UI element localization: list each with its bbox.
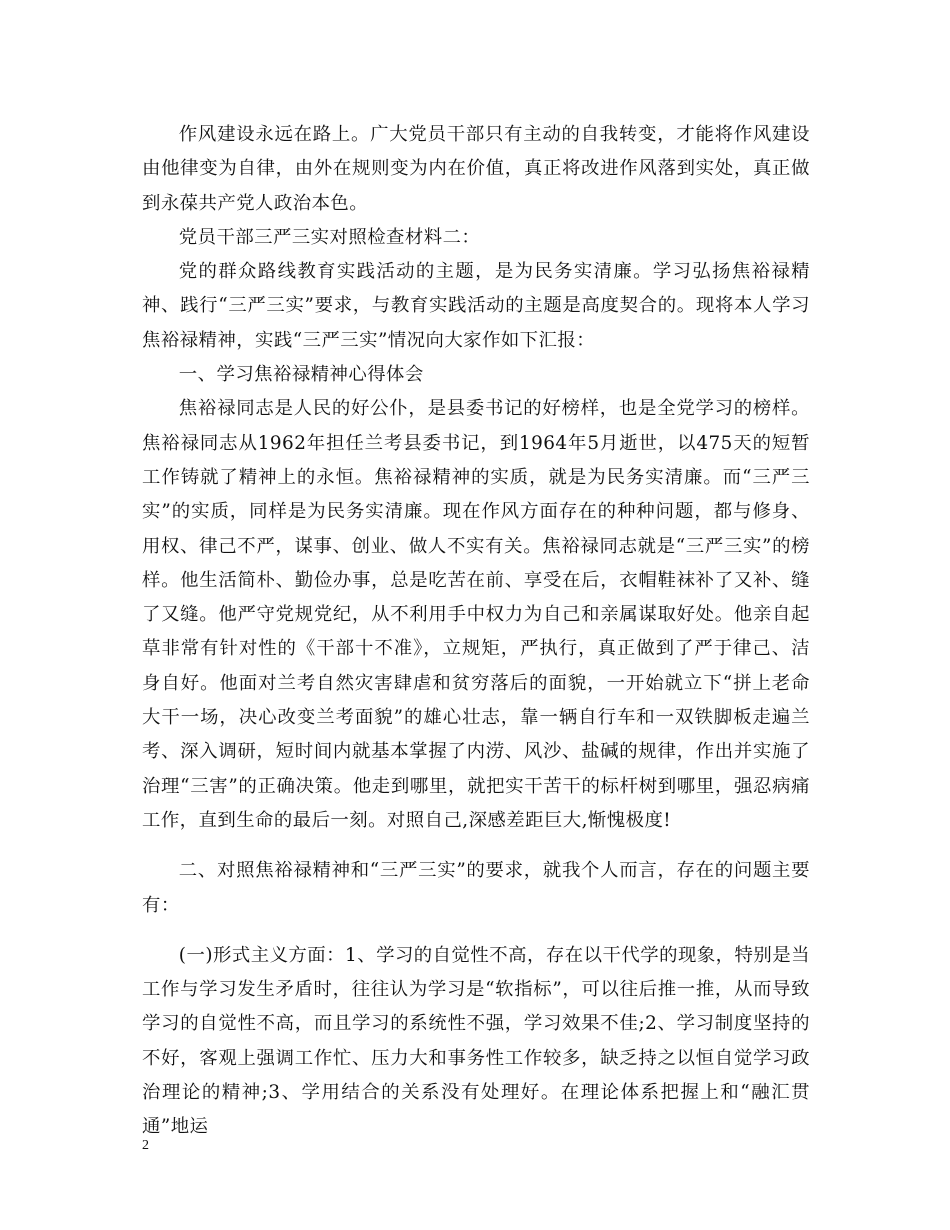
paragraph-5: 焦裕禄同志是人民的好公仆，是县委书记的好榜样，也是全党学习的榜样。焦裕禄同志从1962年担任兰考县委书记，到1964年5月逝世，以475天的短暂工作铸就了精神上的永恒。焦裕禄精神的实质，就是为民务实清廉。而“三严三实”的实质，同样是为民务实清廉。现在作风方面存在的种种问题，都与修身、用权、律己不严，谋事、创业、做人不实有关。焦裕禄同志就是“三严三实”的榜样。他生活简朴、勤俭办事，总是吃苦在前、享受在后，衣帽鞋袜补了又补、缝了又缝。他严守党规党纪，从不利用手中权力为自己和亲属谋取好处。他亲自起草非常有针对性的《干部十不准》，立规矩，严执行，真正做到了严于律己、洁身自好。他面对兰考自然灾害肆虐和贫穷落后的面貌，一开始就立下“拼上老命大干一场，决心改变兰考面貌”的雄心壮志，靠一辆自行车和一双铁脚板走遍兰考、深入调研，短时间内就基本掌握了内涝、风沙、盐碱的规律，作出并实施了治理“三害”的正确决策。他走到哪里，就把实干苦干的标杆树到哪里，强忍病痛工作，直到生命的最后一刻。对照自己,深感差距巨大,惭愧极度! [142, 398, 810, 831]
paragraph-6: 二、对照焦裕禄精神和“三严三实”的要求，就我个人而言，存在的问题主要有： [142, 860, 810, 916]
paragraph-3: 党的群众路线教育实践活动的主题，是为民务实清廉。学习弘扬焦裕禄精神、践行“三严三实”要求，与教育实践活动的主题是高度契合的。现将本人学习焦裕禄精神，实践“三严三实”情况向大家作如下汇报： [142, 261, 810, 351]
document-body [142, 118, 810, 1145]
page-number: 2 [142, 1138, 149, 1153]
paragraph-7: (一)形式主义方面：1、学习的自觉性不高，存在以干代学的现象，特别是当工作与学习发生矛盾时，往往认为学习是“软指标”，可以往后推一推，从而导致学习的自觉性不高，而且学习的系统性不强，学习效果不佳;2、学习制度坚持的不好，客观上强调工作忙、压力大和事务性工作较多，缺乏持之以恒自觉学习政治理论的精神;3、学用结合的关系没有处理好。在理论体系把握上和“融汇贯通”地运 [142, 944, 810, 1138]
paragraph-4-heading: 一、学习焦裕禄精神心得体会 [178, 364, 424, 386]
paragraph-2-heading: 党员干部三严三实对照检查材料二： [178, 226, 481, 248]
paragraph-1: 作风建设永远在路上。广大党员干部只有主动的自我转变，才能将作风建设由他律变为自律，由外在规则变为内在价值，真正将改进作风落到实处，真正做到永葆共产党人政治本色。 [142, 124, 810, 214]
